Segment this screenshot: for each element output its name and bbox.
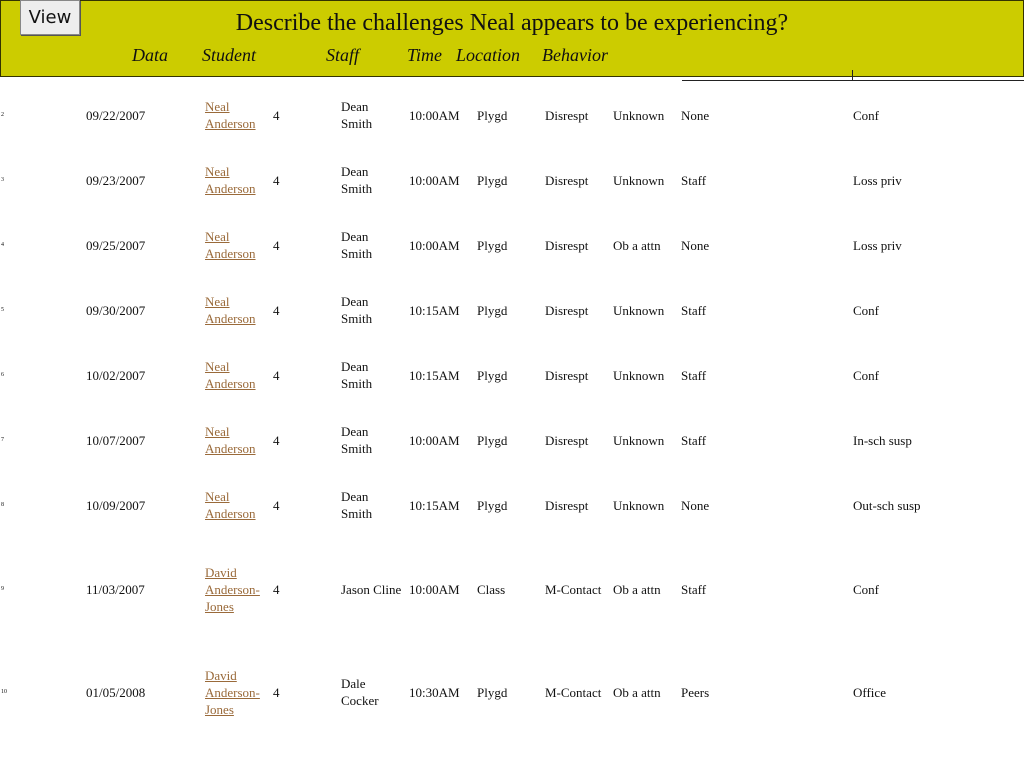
possible-motivation: Ob a attn (613, 237, 661, 253)
student-name-link[interactable] (205, 228, 256, 262)
header-divider-tick (852, 70, 853, 81)
action-taken: Loss priv (853, 172, 902, 188)
staff-name (341, 293, 372, 327)
staff-name-line: Dean (341, 229, 369, 244)
row-number: 2 (1, 112, 4, 118)
column-header-staff: Staff (326, 45, 360, 65)
incident-date: 11/03/2007 (86, 581, 145, 597)
staff-name (341, 423, 372, 457)
grade: 4 (273, 497, 280, 513)
staff-name-line: Jason Cline (341, 581, 402, 597)
student-name-link[interactable] (205, 667, 260, 718)
incident-location: Class (477, 581, 506, 597)
row-number: 4 (1, 242, 4, 248)
student-name-line: Anderson (205, 181, 256, 196)
student-name-line: David (205, 564, 237, 580)
student-name-line: Jones (205, 598, 234, 614)
possible-motivation: Ob a attn (613, 684, 661, 700)
incident-time: 10:15AM (409, 302, 460, 318)
student-name-line: Neal (205, 424, 230, 439)
staff-name (341, 488, 372, 522)
others-involved: Staff (681, 432, 707, 448)
student-name-link[interactable] (205, 488, 256, 522)
others-involved: Peers (681, 684, 710, 700)
incident-time: 10:30AM (409, 684, 460, 700)
student-name-link[interactable] (205, 423, 256, 457)
student-name-line: Neal (205, 229, 230, 244)
problem-behavior: Disrespt (545, 367, 589, 383)
row-number: 6 (1, 372, 4, 378)
staff-name (341, 358, 372, 392)
possible-motivation: Unknown (613, 302, 665, 318)
staff-name (341, 675, 379, 709)
row-number: 9 (1, 586, 4, 592)
incident-time: 10:00AM (409, 237, 460, 253)
staff-name (341, 581, 401, 598)
student-name-line: Anderson- (205, 581, 260, 597)
grade: 4 (273, 432, 280, 448)
page-title: Describe the challenges Neal appears to be experiencing? (235, 10, 789, 36)
incident-location: Plygd (477, 432, 508, 448)
staff-name-line: Dean (341, 99, 369, 114)
incident-time: 10:15AM (409, 497, 460, 513)
incident-time: 10:15AM (409, 367, 460, 383)
column-header-data: Data (132, 45, 168, 65)
grade: 4 (273, 684, 280, 700)
others-involved: None (681, 237, 710, 253)
possible-motivation: Unknown (613, 432, 665, 448)
staff-name-line: Dean (341, 424, 369, 439)
view-button[interactable]: View (20, 0, 80, 35)
student-name-line: Anderson (205, 376, 256, 391)
student-name-line: Neal (205, 489, 230, 504)
student-name-link[interactable] (205, 358, 256, 392)
student-name-line: Anderson (205, 506, 256, 521)
action-taken: In-sch susp (853, 432, 912, 448)
possible-motivation: Ob a attn (613, 581, 661, 597)
problem-behavior: Disrespt (545, 497, 589, 513)
incident-date: 10/02/2007 (86, 367, 146, 383)
staff-name-line: Dean (341, 359, 369, 374)
others-involved: Staff (681, 367, 707, 383)
staff-name-line: Smith (341, 311, 373, 326)
problem-behavior: Disrespt (545, 302, 589, 318)
student-name-link[interactable] (205, 564, 260, 615)
grade: 4 (273, 237, 280, 253)
problem-behavior: M-Contact (545, 581, 602, 597)
staff-name-line: Smith (341, 506, 373, 521)
student-name-link[interactable] (205, 163, 256, 197)
others-involved: Staff (681, 172, 707, 188)
problem-behavior: Disrespt (545, 432, 589, 448)
incident-date: 10/09/2007 (86, 497, 146, 513)
action-taken: Conf (853, 107, 879, 123)
row-number: 10 (1, 689, 7, 695)
row-number: 3 (1, 177, 4, 183)
incident-date: 09/30/2007 (86, 302, 146, 318)
incident-location: Plygd (477, 684, 508, 700)
student-name-line: Anderson- (205, 684, 260, 700)
incident-location: Plygd (477, 367, 508, 383)
action-taken: Conf (853, 302, 879, 318)
grade: 4 (273, 172, 280, 188)
student-name-line: Anderson (205, 441, 256, 456)
grade: 4 (273, 367, 280, 383)
possible-motivation: Unknown (613, 107, 665, 123)
possible-motivation: Unknown (613, 172, 665, 188)
column-header-location: Location (456, 45, 521, 65)
student-name-line: Neal (205, 164, 230, 179)
incident-date: 09/23/2007 (86, 172, 146, 188)
action-taken: Loss priv (853, 237, 902, 253)
student-name-link[interactable] (205, 293, 256, 327)
incident-location: Plygd (477, 107, 508, 123)
action-taken: Conf (853, 367, 879, 383)
action-taken: Out-sch susp (853, 497, 921, 513)
student-name-line: Jones (205, 701, 234, 717)
staff-name-line: Smith (341, 376, 373, 391)
row-number: 7 (1, 437, 4, 443)
grade: 4 (273, 581, 280, 597)
staff-name-line: Dean (341, 294, 369, 309)
action-taken: Office (853, 684, 886, 700)
others-involved: None (681, 497, 710, 513)
incident-date: 09/25/2007 (86, 237, 146, 253)
student-name-line: Neal (205, 294, 230, 309)
incident-date: 10/07/2007 (86, 432, 146, 448)
column-header-student: Student (202, 45, 256, 65)
incident-time: 10:00AM (409, 107, 460, 123)
others-involved: Staff (681, 581, 707, 597)
staff-name-line: Smith (341, 246, 373, 261)
problem-behavior: M-Contact (545, 684, 602, 700)
student-name-line: Anderson (205, 116, 256, 131)
row-number: 8 (1, 502, 4, 508)
incident-time: 10:00AM (409, 432, 460, 448)
incident-date: 01/05/2008 (86, 684, 146, 700)
staff-name (341, 98, 372, 132)
staff-name-line: Dean (341, 164, 369, 179)
problem-behavior: Disrespt (545, 237, 589, 253)
student-name-line: Anderson (205, 311, 256, 326)
incident-date: 09/22/2007 (86, 107, 146, 123)
staff-name-line: Dale (341, 676, 366, 691)
others-involved: Staff (681, 302, 707, 318)
staff-name-line: Cocker (341, 693, 379, 708)
staff-name-line: Dean (341, 489, 369, 504)
header-divider (682, 80, 1024, 81)
staff-name-line: Smith (341, 181, 373, 196)
incident-time: 10:00AM (409, 172, 460, 188)
incident-location: Plygd (477, 237, 508, 253)
grade: 4 (273, 107, 280, 123)
others-involved: None (681, 107, 710, 123)
possible-motivation: Unknown (613, 367, 665, 383)
incident-time: 10:00AM (409, 581, 460, 597)
student-name-line: Neal (205, 99, 230, 114)
grade: 4 (273, 302, 280, 318)
column-header-time: Time (407, 45, 443, 65)
student-name-line: Neal (205, 359, 230, 374)
incident-location: Plygd (477, 172, 508, 188)
problem-behavior: Disrespt (545, 107, 589, 123)
header-banner (0, 0, 1024, 77)
problem-behavior: Disrespt (545, 172, 589, 188)
possible-motivation: Unknown (613, 497, 665, 513)
student-name-link[interactable] (205, 98, 256, 132)
staff-name-line: Smith (341, 116, 373, 131)
row-number: 5 (1, 307, 4, 313)
student-name-line: Anderson (205, 246, 256, 261)
incident-location: Plygd (477, 497, 508, 513)
staff-name-line: Smith (341, 441, 373, 456)
action-taken: Conf (853, 581, 879, 597)
column-header-behavior: Behavior (542, 45, 608, 65)
staff-name (341, 228, 372, 262)
incident-location: Plygd (477, 302, 508, 318)
student-name-line: David (205, 667, 237, 683)
staff-name (341, 163, 372, 197)
